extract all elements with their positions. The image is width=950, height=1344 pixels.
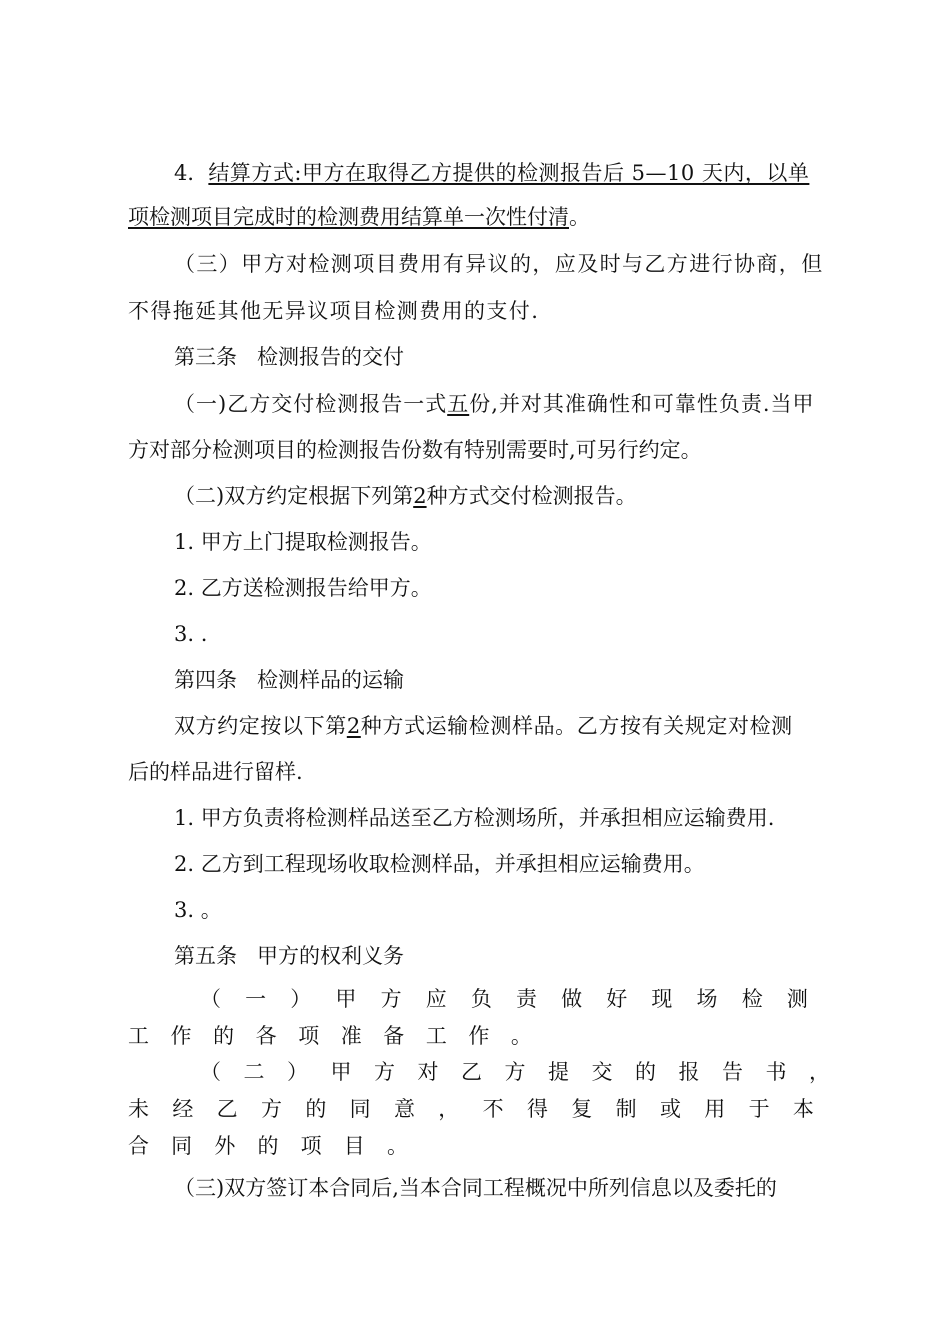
char: 作 xyxy=(170,1024,192,1048)
char: 乙 xyxy=(216,1097,238,1121)
text-segment: 种方式运输检测样品。乙方按有关规定对检测 xyxy=(360,714,793,738)
para-3-line-2: 不得拖延其他无异议项目检测费用的支付. xyxy=(128,299,540,323)
char: 好 xyxy=(606,987,628,1011)
text-segment: 种方式交付检测报告。 xyxy=(426,484,637,508)
char: 作 xyxy=(468,1024,490,1048)
article-5-item-1-line-2 xyxy=(128,1022,532,1050)
article-5-item-2-line-3 xyxy=(128,1132,408,1160)
char: 复 xyxy=(571,1097,593,1121)
char: ， xyxy=(809,1060,830,1084)
char: 准 xyxy=(340,1024,362,1048)
char: 项 xyxy=(298,1024,320,1048)
char: ） xyxy=(287,1060,308,1084)
text-segment: 双方约定按以下第 xyxy=(174,714,347,738)
char: 制 xyxy=(615,1097,637,1121)
char: ） xyxy=(290,987,312,1011)
char: 报 xyxy=(678,1060,700,1084)
text-segment: （二)双方约定根据下列第 xyxy=(174,484,414,508)
char: 二 xyxy=(243,1060,265,1084)
text-segment: 份,并对其准确性和可靠性负责.当甲 xyxy=(469,392,815,416)
article-3-heading: 第三条 检测报告的交付 xyxy=(174,345,405,369)
char: 得 xyxy=(526,1097,548,1121)
char: 乙 xyxy=(461,1060,482,1084)
char: 书 xyxy=(765,1060,787,1084)
char: 方 xyxy=(260,1097,282,1121)
char: 意 xyxy=(393,1097,415,1121)
article-4-para-line-2: 后的样品进行留样. xyxy=(128,760,303,784)
char: 。 xyxy=(386,1134,408,1158)
article-3-para-2 xyxy=(174,482,637,510)
article-5-item-3-line-1: （三)双方签订本合同后,当本合同工程概况中所列信息以及委托的 xyxy=(174,1176,777,1200)
list-item: 3. . xyxy=(174,622,208,646)
char: 方 xyxy=(380,987,402,1011)
article-5-item-2-line-2 xyxy=(128,1095,814,1123)
char: 不 xyxy=(482,1097,504,1121)
char: 工 xyxy=(425,1024,447,1048)
char: 方 xyxy=(374,1060,395,1084)
article-3-para-1-line-2: 方对部分检测项目的检测报告份数有特别需要时,可另行约定。 xyxy=(128,438,702,462)
list-item: 1. 甲方上门提取检测报告。 xyxy=(174,530,432,554)
char: 检 xyxy=(741,987,763,1011)
article-4-heading: 第四条 检测样品的运输 xyxy=(174,668,405,692)
article-3-para-1-line-1 xyxy=(174,390,815,418)
char: 一 xyxy=(245,987,267,1011)
char: 项 xyxy=(300,1134,322,1158)
char: 甲 xyxy=(335,987,357,1011)
char: 本 xyxy=(792,1097,814,1121)
char: 的 xyxy=(257,1134,279,1158)
char: （ xyxy=(200,987,221,1011)
char: 同 xyxy=(349,1097,371,1121)
list-item: 1. 甲方负责将检测样品送至乙方检测场所，并承担相应运输费用. xyxy=(174,806,775,830)
char: 。 xyxy=(510,1024,532,1048)
article-5-item-1-line-1 xyxy=(200,985,808,1013)
settlement-method-text-b: 项检测项目完成时的检测费用结算单一次性付清 xyxy=(128,205,569,229)
char: 用 xyxy=(704,1097,726,1121)
char: 测 xyxy=(786,987,808,1011)
char: 的 xyxy=(635,1060,656,1084)
list-item: 2. 乙方到工程现场收取检测样品，并承担相应运输费用。 xyxy=(174,852,705,876)
clause-4-line-2 xyxy=(128,203,590,231)
char: 的 xyxy=(305,1097,327,1121)
char: 现 xyxy=(651,987,673,1011)
char: 提 xyxy=(548,1060,569,1084)
settlement-method-text-a: 结算方式:甲方在取得乙方提供的检测报告后 5—10 天内，以单 xyxy=(208,161,810,185)
text-segment: （一)乙方交付检测报告一式 xyxy=(174,392,448,416)
char: 告 xyxy=(722,1060,743,1084)
char: 交 xyxy=(591,1060,613,1084)
char: ， xyxy=(438,1097,460,1121)
char: 对 xyxy=(417,1060,439,1084)
char: 的 xyxy=(213,1024,235,1048)
char: 合 xyxy=(128,1134,149,1158)
article-5-heading: 第五条 甲方的权利义务 xyxy=(174,944,405,968)
char: 备 xyxy=(383,1024,405,1048)
char: 工 xyxy=(128,1024,149,1048)
char: （ xyxy=(200,1060,221,1084)
clause-4-line-1 xyxy=(128,159,832,187)
char: 于 xyxy=(748,1097,770,1121)
char: 目 xyxy=(343,1134,365,1158)
delivery-method-number: 2 xyxy=(413,484,427,508)
char: 同 xyxy=(171,1134,193,1158)
copies-count: 五 xyxy=(447,392,470,416)
char: 甲 xyxy=(330,1060,352,1084)
char: 场 xyxy=(696,987,718,1011)
char: 负 xyxy=(470,987,492,1011)
char: 责 xyxy=(515,987,537,1011)
para-3-line-1: （三）甲方对检测项目费用有异议的，应及时与乙方进行协商，但 xyxy=(174,252,824,276)
char: 应 xyxy=(425,987,447,1011)
article-5-item-2-line-1 xyxy=(200,1058,830,1086)
list-item: 3. 。 xyxy=(174,898,222,922)
clause-4-end: 。 xyxy=(569,205,590,229)
char: 各 xyxy=(255,1024,277,1048)
article-4-para-line-1 xyxy=(174,712,793,740)
char: 或 xyxy=(659,1097,681,1121)
char: 方 xyxy=(504,1060,526,1084)
char: 经 xyxy=(172,1097,194,1121)
list-item: 2. 乙方送检测报告给甲方。 xyxy=(174,576,432,600)
transport-method-number: 2 xyxy=(346,714,361,738)
char: 未 xyxy=(128,1097,149,1121)
char: 外 xyxy=(214,1134,236,1158)
char: 做 xyxy=(561,987,583,1011)
clause-4-number: 4． xyxy=(174,161,209,185)
